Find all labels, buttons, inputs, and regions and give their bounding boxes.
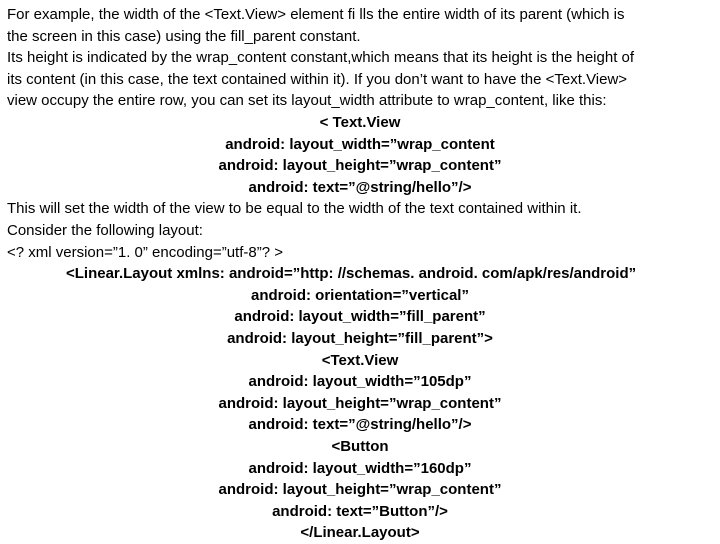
- paragraph-line: Consider the following layout:: [7, 222, 203, 239]
- code-line: android: layout_width=”160dp”: [248, 459, 472, 477]
- code-line: <Text.View: [321, 351, 399, 369]
- code-line: android: layout_width=”fill_parent”: [234, 308, 486, 326]
- code-line: </Linear.Layout>: [300, 524, 420, 542]
- paragraph-line: For example, the width of the <Text.View> element fi lls the entire width of its parent (which is: [7, 6, 625, 23]
- code-line: android: text=”Button”/>: [272, 502, 448, 520]
- paragraph-line: its content (in this case, the text contained within it). If you don’t want to have the <Text.View>: [7, 70, 628, 88]
- code-line: <Button: [331, 438, 389, 455]
- code-line: <Linear.Layout xmlns: android=”http: //schemas. android. com/apk/res/android”: [66, 265, 637, 283]
- paragraph-line: the screen in this case) using the fill_parent constant.: [7, 27, 361, 45]
- code-line: <? xml version=”1. 0” encoding=”utf-8”? >: [7, 243, 283, 261]
- code-line: android: layout_width=”wrap_content: [225, 135, 495, 153]
- code-line: android: layout_height=”wrap_content”: [218, 481, 502, 499]
- code-line: android: layout_height=”fill_parent”>: [227, 330, 493, 347]
- code-line: < Text.View: [319, 114, 401, 131]
- code-line: android: layout_width=”105dp”: [248, 373, 472, 391]
- paragraph-line: This will set the width of the view to be equal to the width of the text contained within it.: [7, 200, 582, 218]
- paragraph-line: Its height is indicated by the wrap_content constant,which means that its height is the height of: [7, 49, 635, 67]
- code-line: android: layout_height=”wrap_content”: [218, 394, 502, 412]
- paragraph-line: view occupy the entire row, you can set its layout_width attribute to wrap_content, like this:: [7, 92, 607, 110]
- code-line: android: layout_height=”wrap_content”: [218, 157, 502, 175]
- code-line: android: orientation=”vertical”: [251, 286, 469, 304]
- code-line: android: text=”@string/hello”/>: [248, 416, 472, 434]
- code-line: android: text=”@string/hello”/>: [248, 178, 472, 196]
